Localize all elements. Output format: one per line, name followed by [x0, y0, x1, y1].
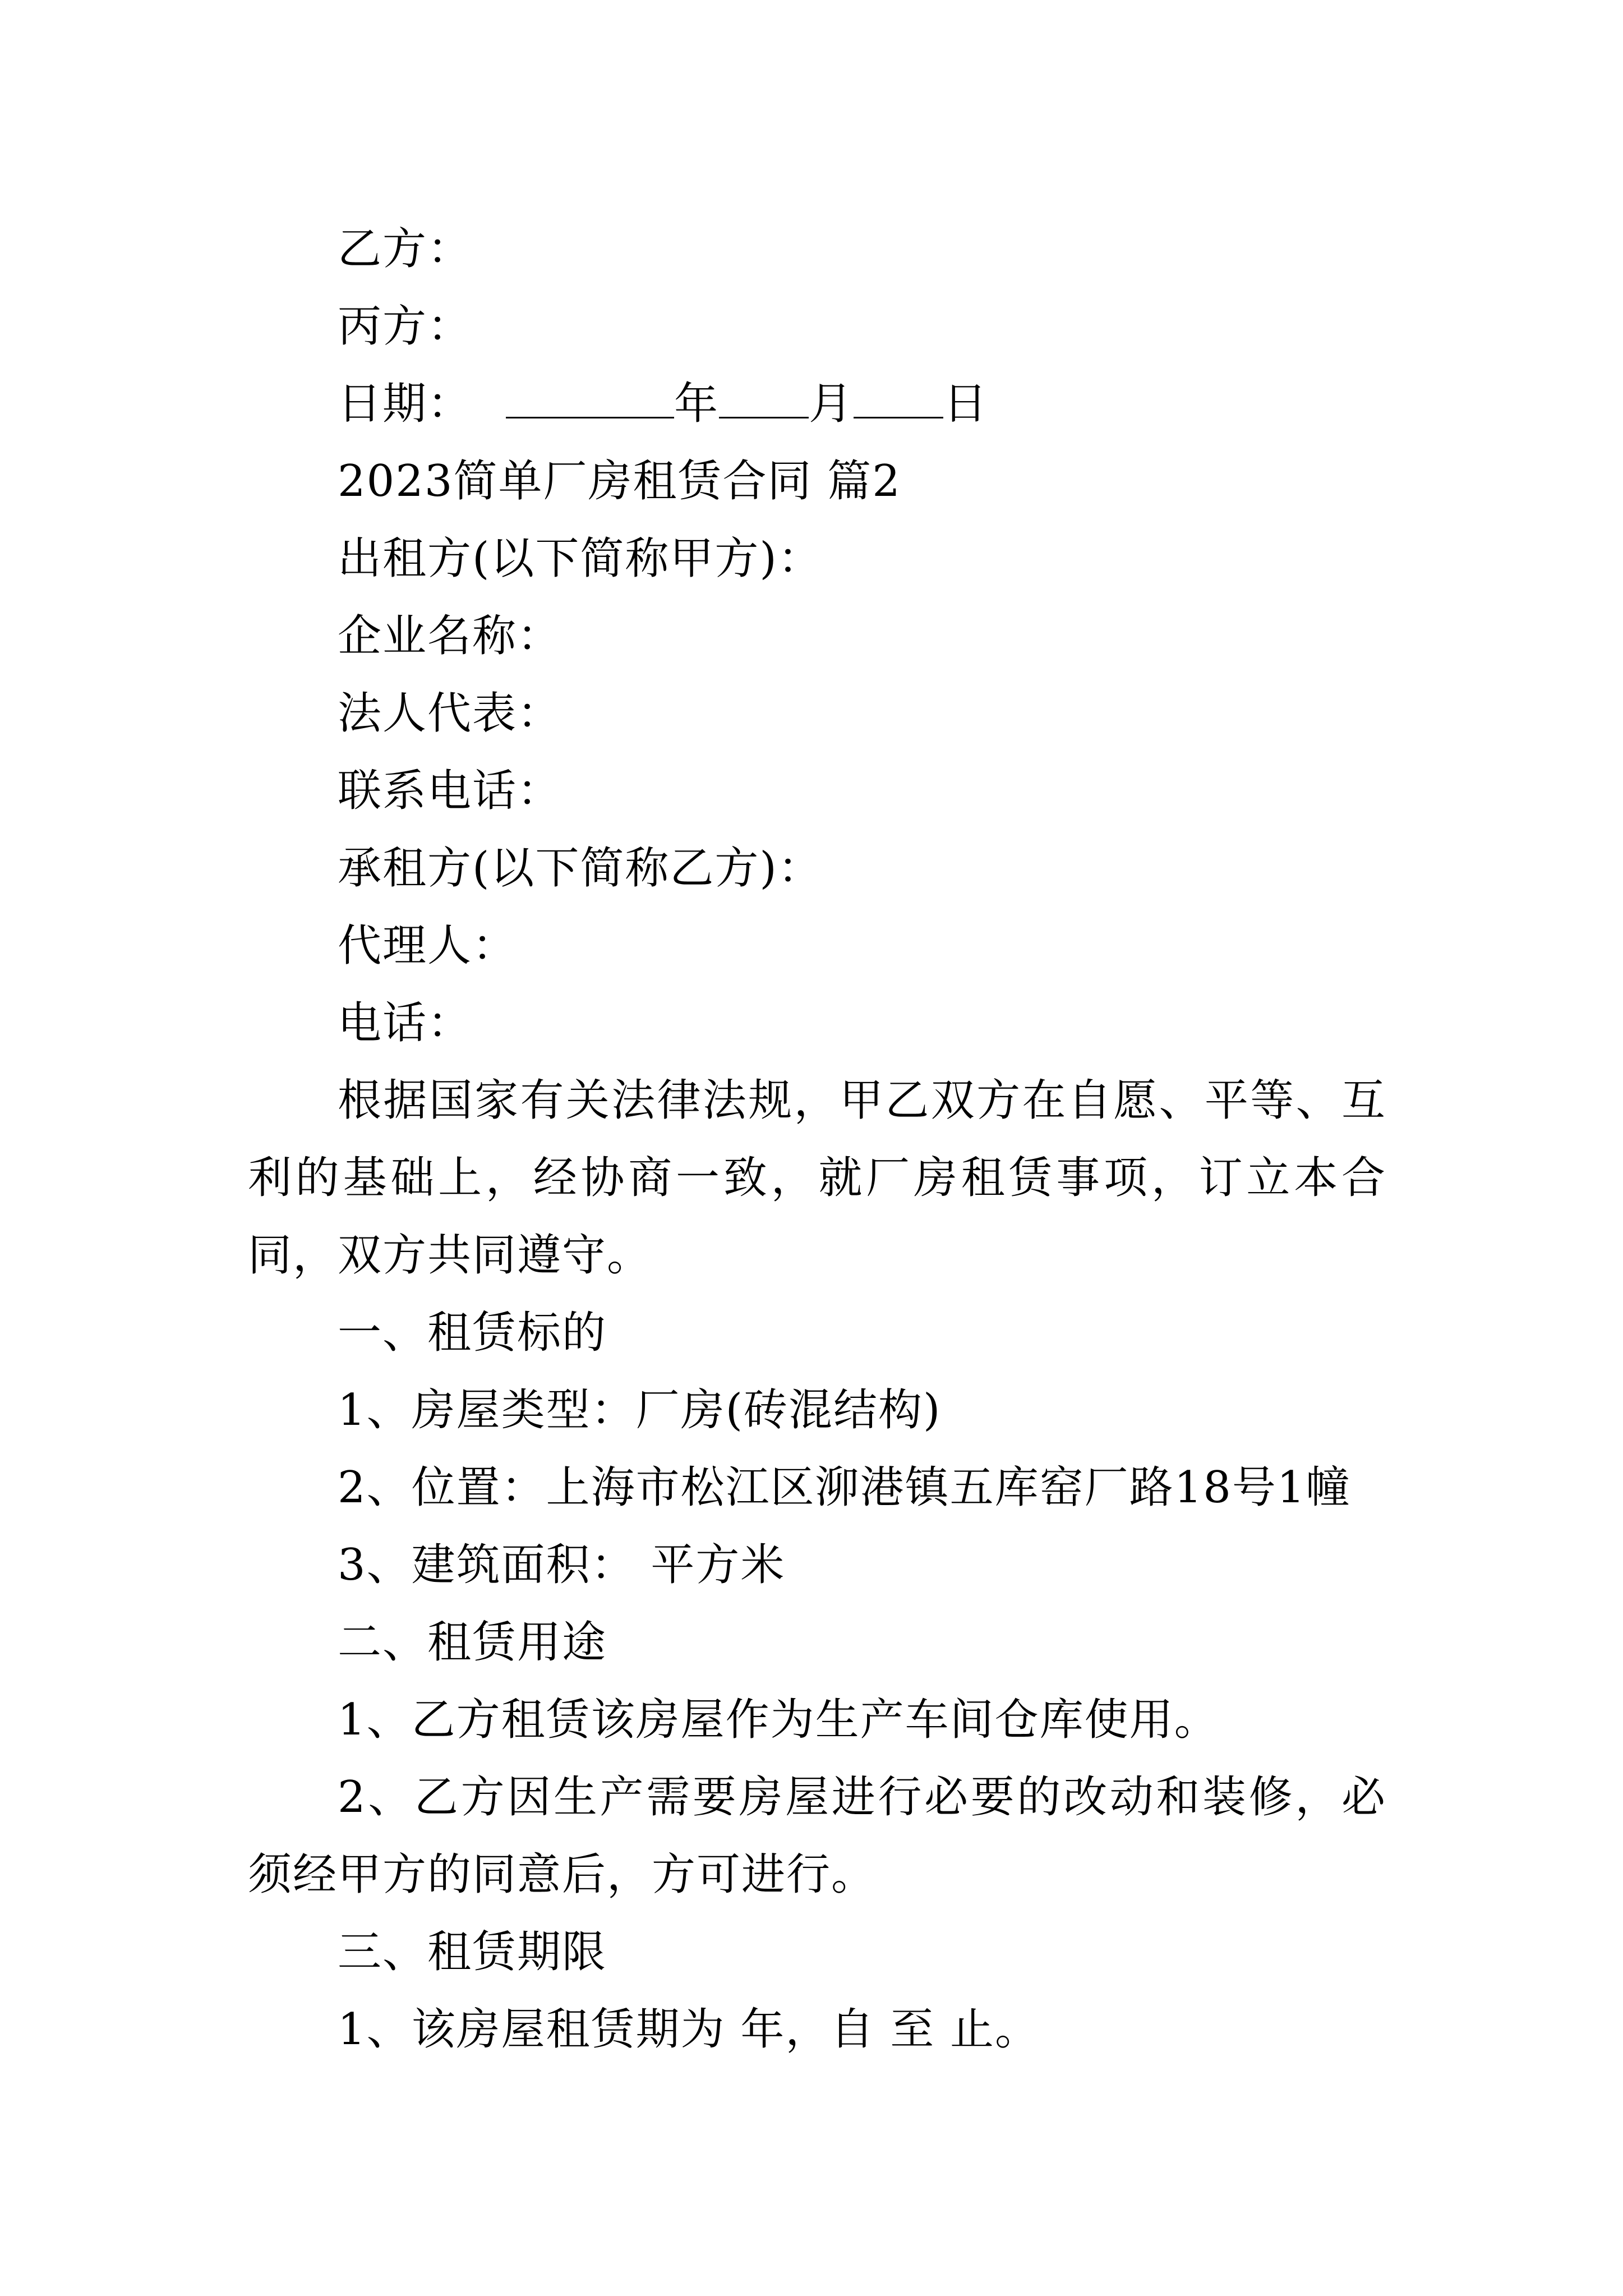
date-day-label: 日 [943, 379, 989, 429]
date-year-label: 年 [674, 379, 720, 429]
heading-lease-subject: 一、租赁标的 [338, 1308, 607, 1358]
item-usage: 1、乙方租赁该房屋作为生产车间仓库使用。 [338, 1695, 1219, 1745]
date-month-blank [719, 378, 809, 418]
section-title: 2023简单厂房租赁合同 篇2 [338, 456, 901, 507]
party-b-line: 乙方： [338, 224, 473, 274]
contact-phone-line: 联系电话： [338, 766, 562, 816]
company-name-line: 企业名称： [338, 611, 562, 661]
item-renovation: 2、乙方因生产需要房屋进行必要的改动和装修，必须经甲方的同意后，方可进行。 [248, 1772, 1386, 1900]
date-day-blank [854, 378, 943, 418]
date-label: 日期： [338, 379, 473, 429]
document-body [248, 210, 1386, 2068]
lessee-line: 承租方(以下简称乙方)： [338, 843, 823, 894]
item-house-type: 1、房屋类型：厂房(砖混结构) [338, 1385, 942, 1435]
date-year-blank [506, 378, 674, 418]
phone-line: 电话： [338, 998, 473, 1048]
legal-rep-line: 法人代表： [338, 688, 562, 739]
item-term: 1、该房屋租赁期为 年，自 至 止。 [338, 2004, 1040, 2055]
agent-line: 代理人： [338, 921, 518, 971]
preamble-paragraph: 根据国家有关法律法规，甲乙双方在自愿、平等、互利的基础上，经协商一致，就厂房租赁事项，订立本合同，双方共同遵守。 [248, 1075, 1386, 1281]
date-line [248, 365, 1386, 443]
heading-lease-purpose: 二、租赁用途 [338, 1617, 607, 1668]
lessor-line: 出租方(以下简称甲方)： [338, 533, 823, 584]
item-location: 2、位置：上海市松江区泖港镇五库窑厂路18号1幢 [338, 1462, 1351, 1513]
heading-lease-term: 三、租赁期限 [338, 1927, 607, 1977]
party-c-line: 丙方： [338, 301, 473, 352]
item-floor-area: 3、建筑面积： 平方米 [338, 1540, 786, 1590]
date-month-label: 月 [809, 379, 854, 429]
